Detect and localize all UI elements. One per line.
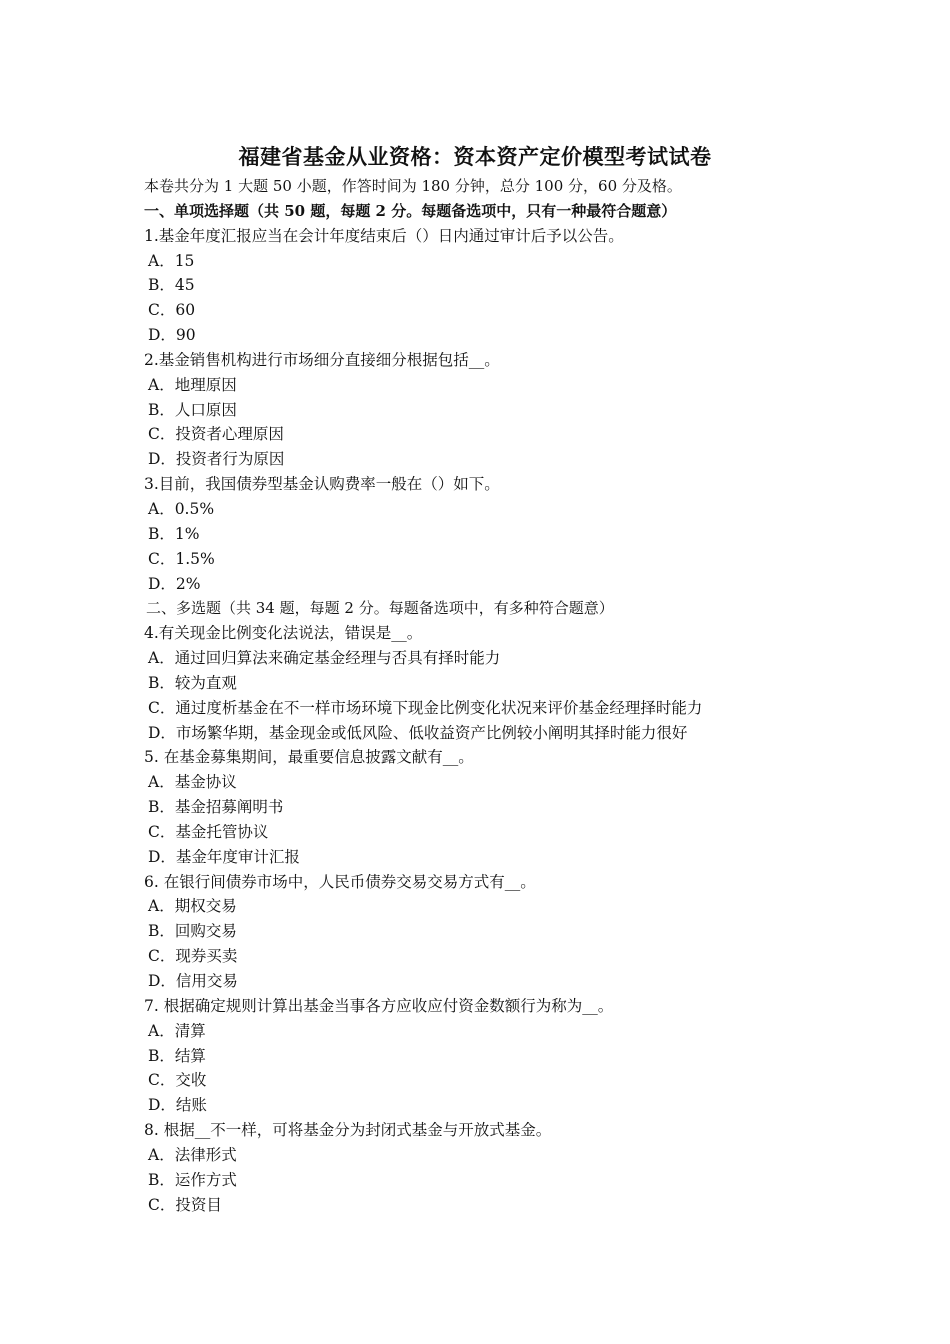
question-option: A．地理原因: [148, 375, 237, 394]
question-option: C．交收: [148, 1071, 207, 1090]
exam-intro: 本卷共分为 1 大题 50 小题，作答时间为 180 分钟，总分 100 分，60 分及格。: [144, 177, 682, 195]
question-text: 5. 在基金募集期间，最重要信息披露文献有__。: [144, 748, 474, 767]
question-option: B．45: [148, 276, 195, 295]
question-option: A．期权交易: [148, 897, 237, 916]
question-option: A．通过回归算法来确定基金经理与否具有择时能力: [148, 649, 501, 668]
question-option: D．结账: [148, 1096, 207, 1115]
question-option: B．结算: [148, 1046, 206, 1065]
question-text: 6. 在银行间债券市场中，人民币债券交易交易方式有__。: [144, 872, 536, 891]
question-option: C．通过度析基金在不一样市场环境下现金比例变化状况来评价基金经理择时能力: [148, 698, 703, 717]
question-text: 8. 根据__不一样，可将基金分为封闭式基金与开放式基金。: [144, 1121, 552, 1140]
question-option: C．投资目: [148, 1195, 222, 1214]
question-option: D．2%: [148, 574, 201, 593]
question-option: C．投资者心理原因: [148, 425, 284, 444]
question-option: A．清算: [148, 1021, 206, 1040]
question-option: B．1%: [148, 524, 200, 543]
question-option: A．15: [148, 251, 195, 270]
document-body: [144, 174, 904, 1217]
question-option: B．基金招募阐明书: [148, 798, 284, 817]
question-option: D．市场繁华期，基金现金或低风险、低收益资产比例较小阐明其择时能力很好: [148, 723, 688, 742]
document-title: 福建省基金从业资格：资本资产定价模型考试试卷: [238, 144, 712, 169]
question-option: B．运作方式: [148, 1170, 237, 1189]
question-option: C．基金托管协议: [148, 822, 269, 841]
question-option: D．信用交易: [148, 972, 238, 990]
question-text: 7. 根据确定规则计算出基金当事各方应收应付资金数额行为称为__。: [144, 996, 614, 1015]
section-heading-multiple-choice: 二、多选题（共 34 题，每题 2 分。每题备选项中，有多种符合题意）: [146, 599, 614, 618]
question-option: B．回购交易: [148, 922, 237, 941]
question-text: 1.基金年度汇报应当在会计年度结束后（）日内通过审计后予以公告。: [144, 226, 624, 245]
question-option: C．现券买卖: [148, 947, 238, 966]
question-option: D．投资者行为原因: [148, 450, 285, 469]
question-option: A．基金协议: [148, 773, 237, 792]
question-option: C．60: [148, 301, 196, 320]
question-text: 3.目前，我国债券型基金认购费率一般在（）如下。: [144, 475, 500, 494]
question-option: D．基金年度审计汇报: [148, 847, 300, 866]
question-text: 4.有关现金比例变化法说法，错误是__。: [144, 624, 423, 643]
section-heading-single-choice: 一、单项选择题（共 50 题，每题 2 分。每题备选项中，只有一种最符合题意）: [144, 201, 677, 220]
question-option: B．人口原因: [148, 400, 237, 419]
question-option: A．法律形式: [148, 1145, 237, 1164]
question-option: B．较为直观: [148, 673, 237, 692]
question-text: 2.基金销售机构进行市场细分直接细分根据包括__。: [144, 350, 500, 369]
question-option: C．1.5%: [148, 549, 215, 568]
question-option: D．90: [148, 326, 196, 345]
question-option: A．0.5%: [148, 499, 215, 518]
